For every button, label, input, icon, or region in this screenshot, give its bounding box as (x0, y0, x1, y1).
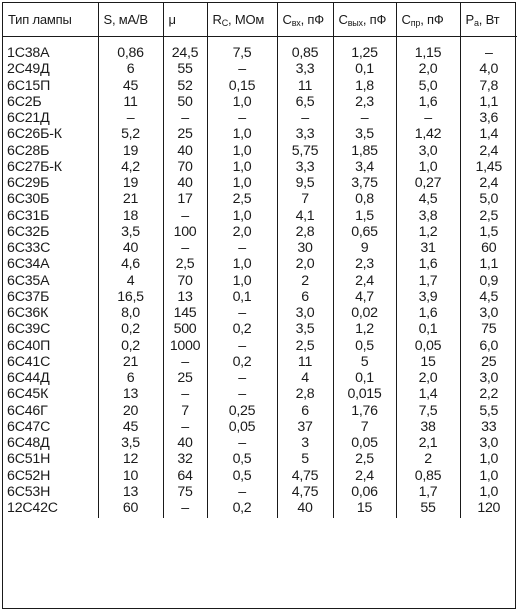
value-cell-output-capacitance: 1,25 (333, 37, 396, 62)
header-subscript: C (221, 17, 229, 28)
table-row (3, 468, 517, 484)
value-cell-anode-power: 6,0 (479, 337, 499, 354)
value-cell-output-capacitance: 1,85 (333, 143, 396, 159)
value-cell-input-capacitance: 30 (277, 240, 333, 256)
value-cell-transfer-capacitance: 3,8 (396, 208, 460, 224)
value-cell-gain: 1000 (163, 338, 207, 354)
table-row (3, 403, 517, 419)
value-cell-output-capacitance: 0,06 (333, 484, 396, 500)
value-cell-transfer-capacitance: 0,27 (396, 175, 460, 191)
value-cell-gain: 25 (163, 370, 207, 386)
value-cell-anode-power: 1,0 (479, 467, 499, 484)
value-cell-grid-resistance: – (207, 61, 277, 77)
value-cell-grid-resistance: 2,0 (207, 224, 277, 240)
value-cell-grid-resistance: 1,0 (207, 143, 277, 159)
value-cell-transconductance: 12 (98, 451, 163, 467)
value-cell-transconductance: 5,2 (98, 126, 163, 142)
value-cell-input-capacitance: 4 (277, 370, 333, 386)
value-cell-transfer-capacitance: 2 (396, 451, 460, 467)
value-cell-grid-resistance: – (207, 110, 277, 126)
value-cell-transconductance: 13 (98, 386, 163, 402)
value-cell-input-capacitance: 6 (277, 403, 333, 419)
value-cell-transfer-capacitance: 0,1 (396, 321, 460, 337)
value-cell-anode-power: 2,4 (479, 142, 499, 159)
header-gain (163, 3, 207, 37)
value-cell-gain: – (163, 386, 207, 402)
tube-type-cell: 6С15П (3, 78, 98, 94)
value-cell-transconductance: 19 (98, 143, 163, 159)
value-cell-gain: – (163, 419, 207, 435)
value-cell-grid-resistance: – (207, 338, 277, 354)
value-cell-anode-power: 3,6 (479, 110, 499, 126)
table-body (3, 37, 517, 519)
header-main-text: C (338, 11, 348, 27)
table-row (3, 354, 517, 370)
header-unit: , Вт (478, 11, 500, 27)
table-row (3, 419, 517, 435)
value-cell-transconductance: 18 (98, 208, 163, 224)
value-cell-input-capacitance: 4,1 (277, 208, 333, 224)
tube-parameters-table-frame (2, 2, 516, 609)
value-cell-anode-power: 3,0 (479, 370, 499, 386)
tube-type-cell: 6С34А (3, 256, 98, 272)
value-cell-grid-resistance: 0,2 (207, 500, 277, 518)
value-cell-gain: 40 (163, 175, 207, 191)
value-cell-transfer-capacitance: 31 (396, 240, 460, 256)
value-cell-transconductance: 40 (98, 240, 163, 256)
tube-type-cell: 6С29Б (3, 175, 98, 191)
tube-type-cell: 6С2Б (3, 94, 98, 110)
header-transconductance (98, 3, 163, 37)
tube-type-cell: 2С49Д (3, 61, 98, 77)
value-cell-transfer-capacitance: 1,7 (396, 273, 460, 289)
value-cell-input-capacitance: 3 (277, 435, 333, 451)
value-cell-gain: 2,5 (163, 256, 207, 272)
tube-type-cell: 6С47С (3, 419, 98, 435)
value-cell-transconductance: 0,2 (98, 321, 163, 337)
value-cell-gain: 75 (163, 484, 207, 500)
value-cell-grid-resistance: – (207, 386, 277, 402)
table-row (3, 61, 517, 77)
value-cell-transconductance: 4,2 (98, 159, 163, 175)
value-cell-anode-power: 1,4 (479, 126, 499, 143)
value-cell-anode-power: 4,0 (479, 61, 499, 78)
value-cell-output-capacitance: 0,05 (333, 435, 396, 451)
value-cell-output-capacitance: 2,5 (333, 451, 396, 467)
value-cell-grid-resistance: 0,2 (207, 354, 277, 370)
table-row (3, 370, 517, 386)
value-cell-gain: 500 (163, 321, 207, 337)
value-cell-grid-resistance: – (207, 370, 277, 386)
value-cell-gain: – (163, 208, 207, 224)
value-cell-input-capacitance: 0,85 (277, 37, 333, 62)
header-subscript: вых (347, 17, 363, 28)
value-cell-input-capacitance: 9,5 (277, 175, 333, 191)
tube-type-cell: 6С36К (3, 305, 98, 321)
value-cell-transconductance: 11 (98, 94, 163, 110)
value-cell-transfer-capacitance: 2,0 (396, 370, 460, 386)
value-cell-transconductance: 21 (98, 191, 163, 207)
value-cell-input-capacitance: 2,0 (277, 256, 333, 272)
value-cell-input-capacitance: 11 (277, 354, 333, 370)
value-cell-anode-power: 75 (481, 321, 497, 338)
value-cell-gain: 52 (163, 78, 207, 94)
tube-type-cell: 12С42С (3, 500, 98, 518)
value-cell-input-capacitance: 11 (277, 78, 333, 94)
value-cell-transconductance: – (98, 110, 163, 126)
header-subscript: пр (410, 17, 421, 28)
value-cell-anode-power: 5,5 (479, 402, 499, 419)
header-anode-power (460, 3, 517, 37)
tube-type-cell: 6С28Б (3, 143, 98, 159)
value-cell-anode-power: 1,0 (479, 451, 499, 468)
table-row (3, 273, 517, 289)
value-cell-transconductance: 8,0 (98, 305, 163, 321)
value-cell-anode-power: 3,0 (479, 305, 499, 321)
table-header-row (3, 3, 517, 37)
table-row (3, 159, 517, 175)
header-unit: , пФ (300, 11, 324, 27)
value-cell-input-capacitance: 3,3 (277, 159, 333, 175)
header-tube-type (3, 3, 98, 37)
tube-type-cell: 6С37Б (3, 289, 98, 305)
value-cell-transconductance: 21 (98, 354, 163, 370)
table-row (3, 500, 517, 518)
value-cell-transfer-capacitance: 2,0 (396, 61, 460, 77)
header-unit: , пФ (362, 11, 387, 27)
header-main-text: Тип лампы (8, 12, 72, 27)
value-cell-grid-resistance: – (207, 435, 277, 451)
value-cell-anode-power: 5,0 (479, 191, 499, 208)
header-main-text: R (212, 11, 222, 27)
table-row (3, 451, 517, 467)
header-main-text: C (401, 11, 411, 27)
value-cell-anode-power: 33 (481, 418, 497, 435)
value-cell-output-capacitance: 1,2 (333, 321, 396, 337)
value-cell-output-capacitance: 4,7 (333, 289, 396, 305)
header-main-text: μ (168, 12, 176, 27)
table-row (3, 256, 517, 272)
value-cell-grid-resistance: 1,0 (207, 273, 277, 289)
value-cell-output-capacitance: 0,8 (333, 191, 396, 207)
header-main-text: S, мА/В (103, 12, 148, 27)
value-cell-transfer-capacitance: 0,05 (396, 338, 460, 354)
value-cell-transfer-capacitance: 1,0 (396, 159, 460, 175)
value-cell-transfer-capacitance: 55 (396, 500, 460, 518)
value-cell-anode-power: 2,4 (479, 175, 499, 191)
value-cell-transconductance: 45 (98, 78, 163, 94)
header-main-text: P (465, 11, 474, 27)
value-cell-input-capacitance: 5,75 (277, 143, 333, 159)
value-cell-gain: 17 (163, 191, 207, 207)
value-cell-transfer-capacitance: 1,6 (396, 305, 460, 321)
value-cell-output-capacitance: 0,65 (333, 224, 396, 240)
tube-type-cell: 6С31Б (3, 208, 98, 224)
value-cell-anode-power: 1,0 (479, 483, 499, 500)
value-cell-output-capacitance: 0,02 (333, 305, 396, 321)
value-cell-grid-resistance: 0,25 (207, 403, 277, 419)
value-cell-anode-power: 4,5 (479, 288, 499, 305)
value-cell-transfer-capacitance: 15 (396, 354, 460, 370)
value-cell-output-capacitance: 15 (333, 500, 396, 518)
tube-type-cell: 6С30Б (3, 191, 98, 207)
value-cell-transfer-capacitance: – (396, 110, 460, 126)
value-cell-grid-resistance: 0,1 (207, 289, 277, 305)
value-cell-transfer-capacitance: 1,7 (396, 484, 460, 500)
tube-type-cell: 1С38А (3, 37, 98, 62)
value-cell-transconductance: 0,2 (98, 338, 163, 354)
value-cell-output-capacitance: 1,76 (333, 403, 396, 419)
tube-type-cell: 6С33С (3, 240, 98, 256)
value-cell-grid-resistance: 0,15 (207, 78, 277, 94)
value-cell-transconductance: 13 (98, 484, 163, 500)
tube-type-cell: 6С32Б (3, 224, 98, 240)
value-cell-transconductance: 60 (98, 500, 163, 518)
value-cell-output-capacitance: 0,015 (333, 386, 396, 402)
value-cell-gain: 7 (163, 403, 207, 419)
value-cell-gain: 145 (163, 305, 207, 321)
value-cell-gain: 70 (163, 159, 207, 175)
value-cell-output-capacitance: 2,4 (333, 468, 396, 484)
table-row (3, 321, 517, 337)
table-row (3, 435, 517, 451)
table-row (3, 305, 517, 321)
header-main-text: C (282, 11, 292, 27)
value-cell-grid-resistance: 1,0 (207, 208, 277, 224)
value-cell-transconductance: 6 (98, 61, 163, 77)
value-cell-input-capacitance: 6,5 (277, 94, 333, 110)
value-cell-transconductance: 10 (98, 468, 163, 484)
value-cell-anode-power: 0,9 (479, 272, 499, 289)
table-row (3, 143, 517, 159)
value-cell-input-capacitance: 3,5 (277, 321, 333, 337)
table-row (3, 386, 517, 402)
header-grid-resistance (207, 3, 277, 37)
value-cell-transfer-capacitance: 4,5 (396, 191, 460, 207)
value-cell-output-capacitance: 2,4 (333, 273, 396, 289)
value-cell-input-capacitance: 3,0 (277, 305, 333, 321)
value-cell-gain: 13 (163, 289, 207, 305)
table-row (3, 240, 517, 256)
value-cell-gain: 40 (163, 143, 207, 159)
value-cell-anode-power: – (484, 45, 493, 61)
table-row (3, 78, 517, 94)
table-row (3, 94, 517, 110)
value-cell-transfer-capacitance: 1,42 (396, 126, 460, 142)
value-cell-transconductance: 4,6 (98, 256, 163, 272)
tube-type-cell: 6С39С (3, 321, 98, 337)
value-cell-grid-resistance: 0,5 (207, 468, 277, 484)
tube-type-cell: 6С48Д (3, 435, 98, 451)
value-cell-output-capacitance: 3,4 (333, 159, 396, 175)
header-transfer-capacitance (396, 3, 460, 37)
value-cell-transfer-capacitance: 1,15 (396, 37, 460, 62)
table-row (3, 208, 517, 224)
value-cell-transconductance: 0,86 (98, 37, 163, 62)
value-cell-gain: 64 (163, 468, 207, 484)
value-cell-grid-resistance: 1,0 (207, 159, 277, 175)
value-cell-input-capacitance: 3,3 (277, 61, 333, 77)
value-cell-gain: – (163, 354, 207, 370)
tube-type-cell: 6С26Б-К (3, 126, 98, 142)
header-subscript: a (473, 17, 479, 28)
table-row (3, 37, 517, 62)
value-cell-input-capacitance: 7 (277, 191, 333, 207)
value-cell-grid-resistance: – (207, 240, 277, 256)
tube-type-cell: 6С41С (3, 354, 98, 370)
value-cell-gain: 50 (163, 94, 207, 110)
value-cell-output-capacitance: 1,5 (333, 208, 396, 224)
value-cell-gain: 24,5 (163, 37, 207, 62)
value-cell-input-capacitance: 2,5 (277, 338, 333, 354)
table-row (3, 110, 517, 126)
value-cell-grid-resistance: 1,0 (207, 126, 277, 142)
value-cell-anode-power: 2,5 (479, 207, 499, 224)
value-cell-output-capacitance: 0,1 (333, 61, 396, 77)
tube-type-cell: 6С27Б-К (3, 159, 98, 175)
value-cell-transconductance: 6 (98, 370, 163, 386)
value-cell-output-capacitance: 5 (333, 354, 396, 370)
value-cell-transconductance: 45 (98, 419, 163, 435)
value-cell-anode-power: 1,1 (479, 93, 499, 110)
value-cell-gain: 40 (163, 435, 207, 451)
value-cell-grid-resistance: 1,0 (207, 256, 277, 272)
value-cell-anode-power: 7,8 (479, 77, 499, 94)
value-cell-gain: 32 (163, 451, 207, 467)
value-cell-output-capacitance: 9 (333, 240, 396, 256)
value-cell-output-capacitance: 0,1 (333, 370, 396, 386)
value-cell-anode-power: 2,2 (479, 386, 499, 403)
table-row (3, 289, 517, 305)
value-cell-gain: 25 (163, 126, 207, 142)
value-cell-grid-resistance: 1,0 (207, 94, 277, 110)
value-cell-grid-resistance: 0,5 (207, 451, 277, 467)
value-cell-grid-resistance: – (207, 484, 277, 500)
value-cell-transconductance: 3,5 (98, 224, 163, 240)
value-cell-input-capacitance: 2,8 (277, 386, 333, 402)
value-cell-transconductance: 4 (98, 273, 163, 289)
value-cell-anode-power: 1,45 (475, 158, 502, 175)
value-cell-transconductance: 19 (98, 175, 163, 191)
value-cell-transfer-capacitance: 1,4 (396, 386, 460, 402)
header-unit: , МОм (228, 11, 265, 27)
value-cell-anode-power: 3,0 (479, 435, 499, 451)
tube-type-cell: 6С35А (3, 273, 98, 289)
tube-type-cell: 6С51Н (3, 451, 98, 467)
value-cell-output-capacitance: 7 (333, 419, 396, 435)
value-cell-output-capacitance: 0,5 (333, 338, 396, 354)
value-cell-transfer-capacitance: 1,6 (396, 94, 460, 110)
value-cell-transfer-capacitance: 7,5 (396, 403, 460, 419)
tube-type-cell: 6С53Н (3, 484, 98, 500)
value-cell-output-capacitance: 2,3 (333, 256, 396, 272)
value-cell-grid-resistance: 1,0 (207, 175, 277, 191)
value-cell-output-capacitance: 1,8 (333, 78, 396, 94)
tube-type-cell: 6С21Д (3, 110, 98, 126)
value-cell-gain: – (163, 110, 207, 126)
value-cell-input-capacitance: 40 (277, 500, 333, 518)
table-row (3, 126, 517, 142)
header-subscript: вх (291, 17, 301, 28)
value-cell-transconductance: 20 (98, 403, 163, 419)
value-cell-anode-power: 25 (481, 353, 497, 370)
value-cell-input-capacitance: – (277, 110, 333, 126)
value-cell-output-capacitance: 3,5 (333, 126, 396, 142)
value-cell-transfer-capacitance: 2,1 (396, 435, 460, 451)
tube-type-cell: 6С52Н (3, 468, 98, 484)
value-cell-transfer-capacitance: 1,2 (396, 224, 460, 240)
value-cell-transfer-capacitance: 3,0 (396, 143, 460, 159)
tube-type-cell: 6С40П (3, 338, 98, 354)
value-cell-grid-resistance: 2,5 (207, 191, 277, 207)
value-cell-input-capacitance: 4,75 (277, 468, 333, 484)
value-cell-grid-resistance: 0,05 (207, 419, 277, 435)
value-cell-input-capacitance: 4,75 (277, 484, 333, 500)
value-cell-transfer-capacitance: 0,85 (396, 468, 460, 484)
header-input-capacitance (277, 3, 333, 37)
value-cell-input-capacitance: 2,8 (277, 224, 333, 240)
value-cell-input-capacitance: 5 (277, 451, 333, 467)
table-row (3, 338, 517, 354)
header-unit: , пФ (420, 11, 444, 27)
header-output-capacitance (333, 3, 396, 37)
value-cell-grid-resistance: 7,5 (207, 37, 277, 62)
value-cell-input-capacitance: 37 (277, 419, 333, 435)
value-cell-output-capacitance: 2,3 (333, 94, 396, 110)
value-cell-gain: – (163, 500, 207, 518)
tube-type-cell: 6С45К (3, 386, 98, 402)
value-cell-transfer-capacitance: 38 (396, 419, 460, 435)
value-cell-input-capacitance: 6 (277, 289, 333, 305)
value-cell-anode-power: 60 (481, 240, 497, 256)
value-cell-transconductance: 16,5 (98, 289, 163, 305)
value-cell-transfer-capacitance: 3,9 (396, 289, 460, 305)
value-cell-output-capacitance: 3,75 (333, 175, 396, 191)
value-cell-output-capacitance: – (333, 110, 396, 126)
value-cell-grid-resistance: 0,2 (207, 321, 277, 337)
table-row (3, 484, 517, 500)
value-cell-gain: 70 (163, 273, 207, 289)
value-cell-gain: – (163, 240, 207, 256)
table-row (3, 175, 517, 191)
value-cell-gain: 100 (163, 224, 207, 240)
value-cell-gain: 55 (163, 61, 207, 77)
tube-type-cell: 6С46Г (3, 403, 98, 419)
value-cell-anode-power: 120 (477, 500, 501, 516)
value-cell-anode-power: 1,1 (479, 256, 499, 273)
value-cell-transfer-capacitance: 5,0 (396, 78, 460, 94)
tube-type-cell: 6С44Д (3, 370, 98, 386)
value-cell-input-capacitance: 2 (277, 273, 333, 289)
value-cell-anode-power: 1,5 (479, 223, 499, 240)
value-cell-grid-resistance: – (207, 305, 277, 321)
table-row (3, 191, 517, 207)
tube-parameters-table (3, 3, 517, 518)
value-cell-transconductance: 3,5 (98, 435, 163, 451)
value-cell-transfer-capacitance: 1,6 (396, 256, 460, 272)
table-row (3, 224, 517, 240)
value-cell-input-capacitance: 3,3 (277, 126, 333, 142)
